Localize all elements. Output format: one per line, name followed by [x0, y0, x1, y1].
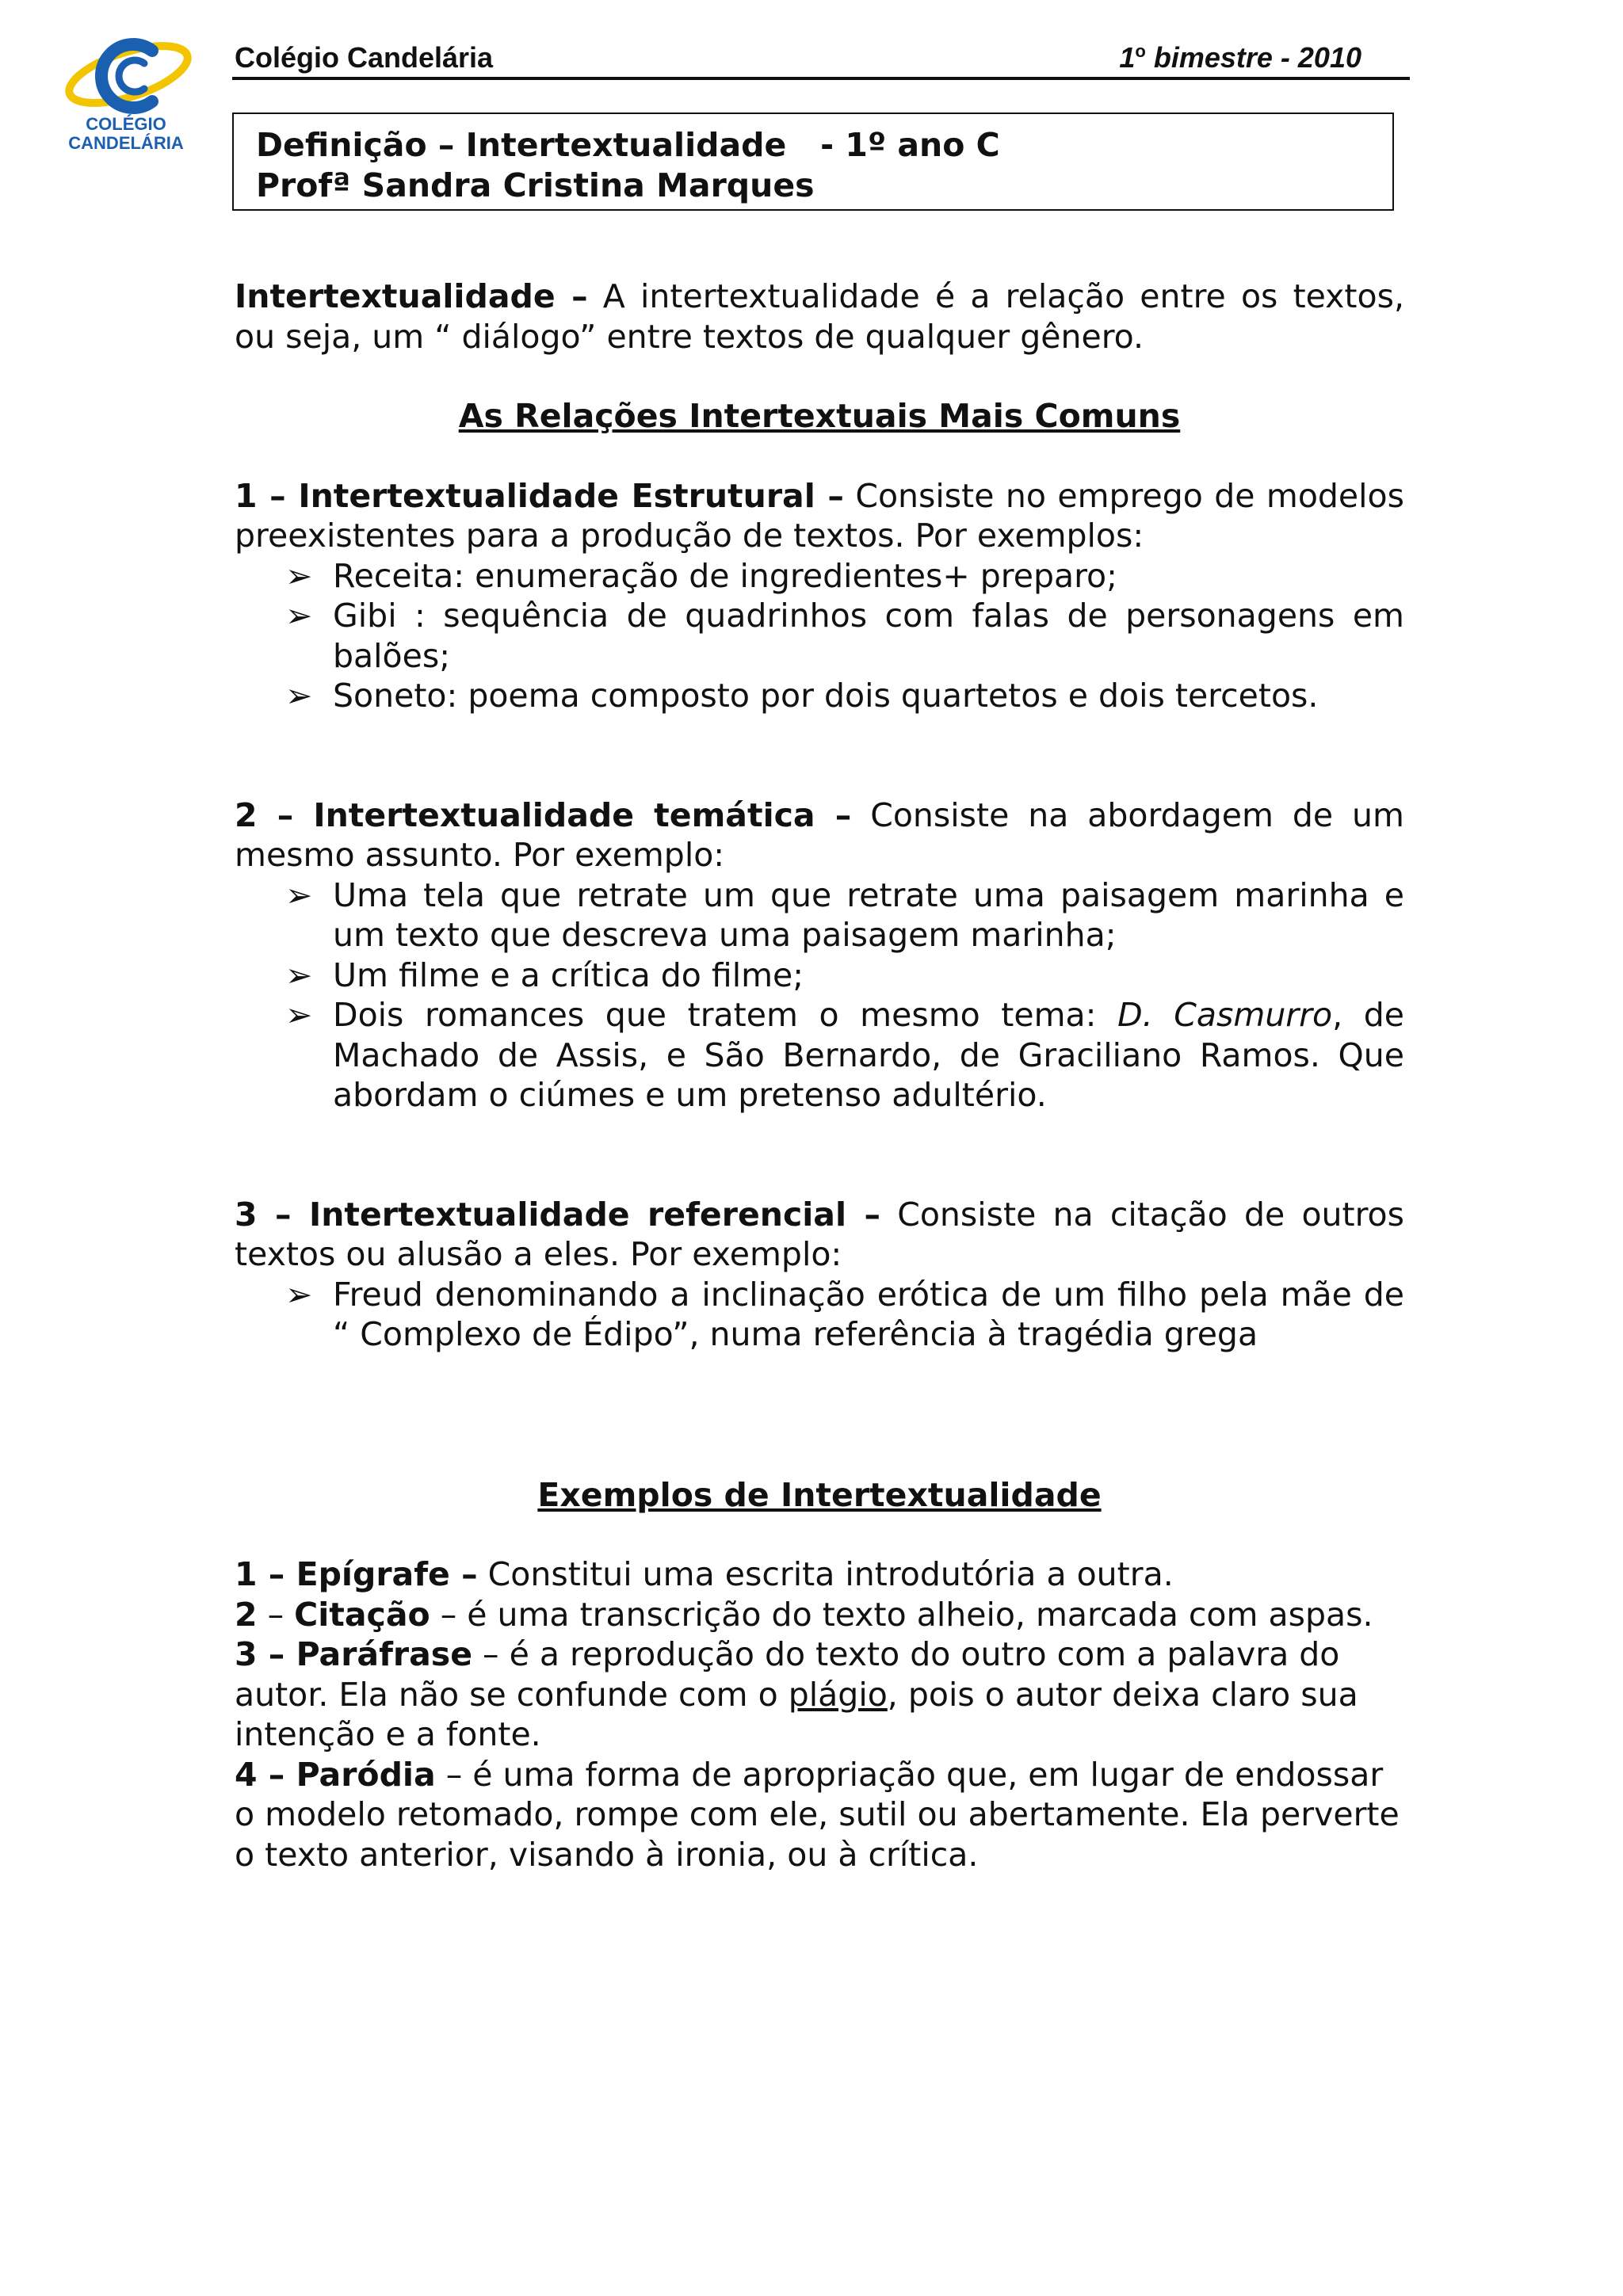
relation-2-heading: 2 – Intertextualidade temática –	[235, 795, 852, 834]
intro-paragraph	[235, 277, 1404, 357]
relation-1-text: Consiste no emprego de modelos preexistentes para a produção de textos. Por exemplos:	[235, 476, 1404, 555]
period-text: bimestre - 2010	[1145, 41, 1361, 74]
school-name: Colégio Candelária	[235, 41, 494, 74]
relation-2-paragraph	[235, 795, 1404, 875]
logo-blue-c-inner	[119, 60, 144, 92]
plagio-link[interactable]: plágio	[788, 1675, 888, 1714]
title-box	[232, 113, 1394, 211]
arrow-bullet-icon: ➢	[285, 556, 313, 595]
list-item: ➢ Receita: enumeração de ingredientes+ preparo;	[285, 556, 1117, 595]
relation-3-text: Consiste na citação de outros textos ou alusão a eles. Por exemplo:	[235, 1195, 1404, 1273]
arrow-bullet-icon: ➢	[285, 677, 313, 715]
relation-3-paragraph	[235, 1195, 1404, 1275]
list-item: ➢ Soneto: poema composto por dois quartetos e dois tercetos.	[285, 677, 1319, 715]
logo-text-candelaria: CANDELÁRIA	[68, 133, 184, 153]
arrow-bullet-icon: ➢	[285, 875, 313, 914]
example-parafrase: 3 – Paráfrase – é a reprodução do texto do outro com a palavra do autor. Ela não se confunde com o plágio, pois o autor deixa claro sua intenção e a fonte.	[235, 1635, 1358, 1753]
intro-text: A intertextualidade é a relação entre os textos, ou seja, um “ diálogo” entre textos de qualquer gênero.	[235, 277, 1404, 356]
header-rule	[232, 77, 1410, 80]
section-title-relations: As Relações Intertextuais Mais Comuns	[458, 397, 1181, 435]
relation-3-list	[235, 1275, 1404, 1355]
title-line-definition: Definição – Intertextualidade - 1º ano C	[256, 126, 1000, 164]
logo-text-colegio: COLÉGIO	[86, 114, 166, 134]
relation-1-heading: 1 – Intertextualidade Estrutural –	[235, 476, 844, 515]
relation-1-list	[235, 556, 1404, 716]
period-number: 1	[1119, 41, 1136, 74]
arrow-bullet-icon: ➢	[285, 1275, 313, 1314]
list-item: ➢ Um filme e a crítica do filme;	[285, 955, 804, 994]
list-item: ➢ Freud denominando a inclinação erótica de um filho pela mãe de “ Complexo de Édipo”, numa referência à tragédia grega	[285, 1275, 1404, 1353]
colegio-candelaria-logo	[59, 33, 193, 160]
book-title-dom-casmurro: D. Casmurro	[1117, 996, 1333, 1034]
arrow-bullet-icon: ➢	[285, 597, 313, 635]
example-epigrafe: 1 – Epígrafe – Constitui uma escrita introdutória a outra.	[235, 1555, 1174, 1593]
arrow-bullet-icon: ➢	[285, 955, 313, 994]
relation-1-paragraph	[235, 476, 1404, 556]
list-item: ➢ Gibi : sequência de quadrinhos com falas de personagens em balões;	[285, 597, 1404, 675]
relation-2-list	[235, 875, 1404, 1116]
document-body	[235, 277, 1404, 1875]
arrow-bullet-icon: ➢	[285, 996, 313, 1034]
relation-3-heading: 3 – Intertextualidade referencial –	[235, 1195, 880, 1234]
section-title-examples: Exemplos de Intertextualidade	[537, 1475, 1102, 1514]
period-label	[1119, 41, 1361, 74]
intro-term: Intertextualidade –	[235, 277, 588, 315]
relation-2-text: Consiste na abordagem de um mesmo assunto. Por exemplo:	[235, 795, 1404, 874]
period-ordinal: o	[1135, 41, 1146, 61]
example-parodia: 4 – Paródia – é uma forma de apropriação que, em lugar de endossar o modelo retomado, rompe com ele, sutil ou abertamente. Ela perverte o texto anterior, visando à ironia, ou à crítica.	[235, 1755, 1400, 1874]
example-citacao: 2 – Citação – é uma transcrição do texto alheio, marcada com aspas.	[235, 1595, 1373, 1634]
title-line-teacher: Profª Sandra Cristina Marques	[256, 166, 815, 204]
list-item: ➢ Uma tela que retrate um que retrate uma paisagem marinha e um texto que descreva uma paisagem marinha;	[285, 875, 1404, 954]
list-item: ➢ Dois romances que tratem o mesmo tema: D. Casmurro, de Machado de Assis, e São Bernardo, de Graciliano Ramos. Que abordam o ciúmes e um pretenso adultério.	[285, 996, 1404, 1114]
